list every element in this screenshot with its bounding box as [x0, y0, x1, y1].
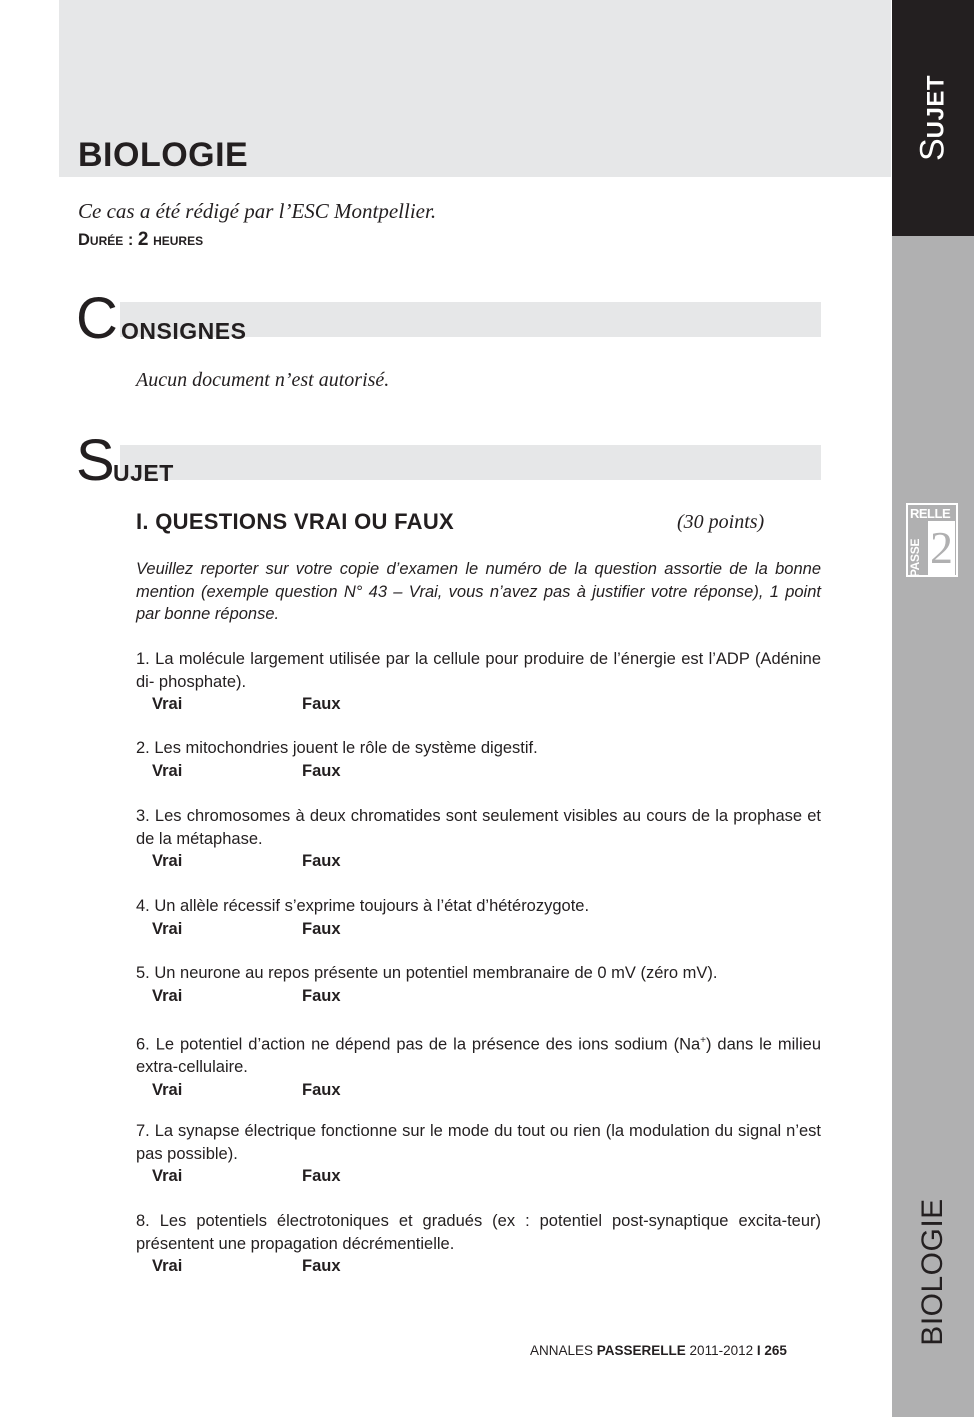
author-line: Ce cas a été rédigé par l’ESC Montpellier. — [78, 199, 437, 223]
footer-separator: I — [756, 1343, 761, 1358]
answer-true: Vrai — [152, 695, 183, 713]
question-text: 2. Les mitochondries jouent le rôle de système digestif. — [136, 739, 538, 757]
question-text: 1. La molécule largement utilisée par la cellule pour produire de l’énergie est l’ADP (Adénine di- phosphate). — [136, 650, 821, 691]
answer-false: Faux — [302, 1080, 341, 1099]
answer-options — [136, 918, 821, 941]
consignes-text: Aucun document n’est autorisé. — [136, 369, 390, 391]
duration-value: 2 — [137, 229, 149, 250]
question-text: 5. Un neurone au repos présente un potentiel membranaire de 0 mV (zéro mV). — [136, 964, 718, 982]
sidebar-biologie-label: BIOLOGIE — [916, 1198, 949, 1346]
footer-prefix: ANNALES — [530, 1343, 597, 1358]
question-5 — [136, 962, 821, 1007]
page-footer — [530, 1343, 787, 1358]
answer-options — [136, 1079, 821, 1102]
answer-true: Vrai — [152, 986, 183, 1005]
duration-unit: heures — [148, 231, 204, 249]
part-title: I. QUESTIONS VRAI OU FAUX — [136, 509, 454, 534]
answer-false: Faux — [302, 1257, 341, 1275]
answer-options — [136, 985, 821, 1008]
logo-relle-text: RELLE — [910, 506, 951, 521]
logo-passe-text: PASSE — [908, 538, 923, 578]
question-text: 7. La synapse électrique fonctionne sur le mode du tout ou rien (la modulation du signal n’est pas possible). — [136, 1122, 821, 1163]
sidebar-sujet-rest: UJET — [922, 74, 950, 139]
answer-true: Vrai — [152, 852, 183, 870]
answer-options — [136, 850, 821, 873]
passerelle-logo — [906, 503, 958, 577]
question-1 — [136, 648, 821, 716]
instructions: Veuillez reporter sur votre copie d’examen le numéro de la question assortie de la bonne mention (exemple question N° 43 – Vrai, vous n’avez pas à justifier votre réponse), 1 point par bonne réponse. — [136, 560, 821, 623]
sidebar-sujet-label — [914, 75, 953, 161]
answer-false: Faux — [302, 1167, 341, 1185]
question-6 — [136, 1030, 821, 1101]
answer-options — [136, 693, 821, 716]
answer-false: Faux — [302, 695, 341, 713]
answer-options — [136, 760, 821, 783]
question-8 — [136, 1210, 821, 1278]
logo-number: 2 — [930, 522, 953, 573]
answer-true: Vrai — [152, 1167, 183, 1185]
answer-true: Vrai — [152, 1257, 183, 1275]
sujet-heading-band — [120, 445, 821, 480]
footer-brand: PASSERELLE — [596, 1343, 686, 1358]
sodium-superscript: + — [700, 1035, 706, 1046]
page-number: 265 — [760, 1343, 787, 1358]
question-3 — [136, 805, 821, 873]
part-points: (30 points) — [677, 511, 765, 533]
question-text: 4. Un allèle récessif s’exprime toujours à l’état d’hétérozygote. — [136, 897, 590, 915]
answer-options — [136, 1255, 821, 1278]
question-text-after: ) dans le milieu extra-cellulaire. — [136, 1035, 821, 1076]
question-text: 3. Les chromosomes à deux chromatides sont seulement visibles au cours de la prophase et de la métaphase. — [136, 807, 821, 848]
question-2 — [136, 737, 821, 782]
sidebar-sujet-initial: S — [913, 138, 952, 162]
question-text-before: 6. Le potentiel d’action ne dépend pas de la présence des ions sodium (Na — [136, 1035, 701, 1054]
question-7 — [136, 1120, 821, 1188]
answer-false: Faux — [302, 919, 341, 938]
question-text — [136, 1030, 821, 1079]
question-text: 8. Les potentiels électrotoniques et gradués (ex : potentiel post-synaptique excita-teur) présentent une propagation décrémentielle. — [136, 1212, 821, 1253]
answer-false: Faux — [302, 761, 341, 780]
question-4 — [136, 895, 821, 940]
duration-line — [78, 229, 203, 251]
answer-true: Vrai — [152, 919, 183, 938]
page-title: BIOLOGIE — [78, 136, 249, 174]
answer-options — [136, 1165, 821, 1188]
sujet-heading-initial: S — [76, 428, 113, 493]
answer-false: Faux — [302, 852, 341, 870]
sujet-heading-rest: UJET — [113, 460, 174, 486]
answer-true: Vrai — [152, 1080, 183, 1099]
duration-label: Durée : — [78, 231, 138, 249]
consignes-heading-rest: ONSIGNES — [121, 318, 247, 344]
footer-year: 2011-2012 — [685, 1343, 757, 1358]
answer-true: Vrai — [152, 761, 183, 780]
consignes-heading-initial: C — [76, 286, 116, 351]
answer-false: Faux — [302, 986, 341, 1005]
